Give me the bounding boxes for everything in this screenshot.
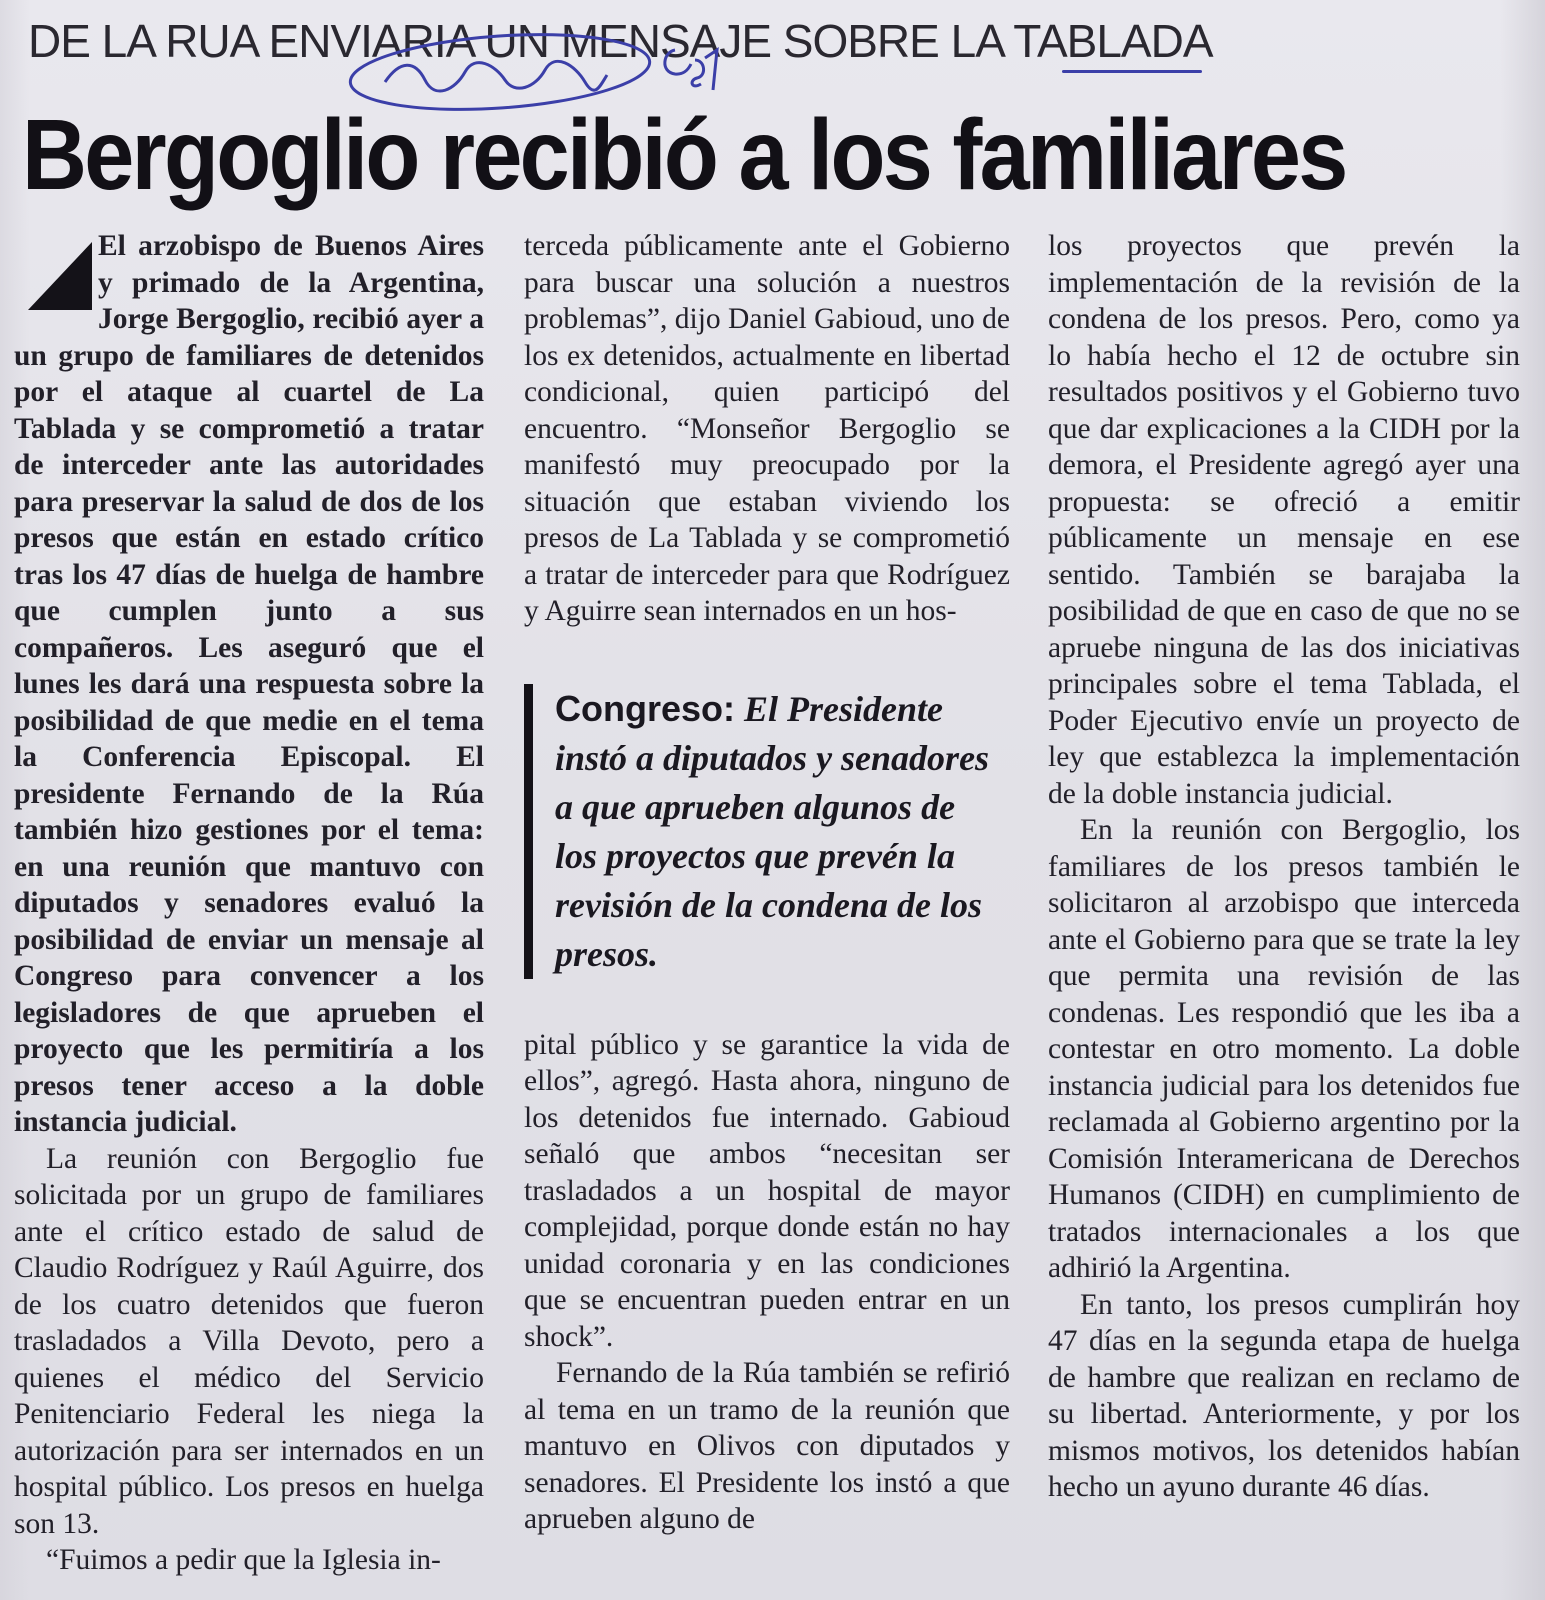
column-1 bbox=[14, 228, 484, 1579]
body-paragraph: En tanto, los presos cumplirán hoy 47 días en la segunda etapa de huelga de hambre que realizan en reclamo de su libertad. Anteriormente, y por los mismos motivos, los detenidos habían hecho un ayuno durante 46 días. bbox=[1048, 1288, 1520, 1503]
pull-quote-text: El Presidente instó a diputados y senadores a que aprueben algunos de los proyectos que prevén la revisión de la condena de los presos. bbox=[555, 688, 990, 974]
pull-quote-label: Congreso: bbox=[555, 687, 735, 729]
column-2 bbox=[524, 228, 1010, 1538]
body-paragraph: En la reunión con Bergoglio, los familiares de los presos también le solicitaron al arzobispo que interceda ante el Gobierno para que se trate la ley que permita una revisión de las condenas. Les respondió que les iba a contestar en otro momento. La doble instancia judicial para los detenidos fue reclamada al Gobierno argentino por la Comisión Interamericana de Derechos Humanos (CIDH) en cumplimiento de tratados internacionales a los que adhirió la Argentina. bbox=[1048, 814, 1520, 1284]
body-paragraph: “Fuimos a pedir que la Iglesia in- bbox=[46, 1544, 441, 1576]
pen-underline-mark bbox=[1062, 70, 1202, 73]
article-headline: Bergoglio recibió a los familiares bbox=[22, 99, 1346, 211]
lead-paragraph: El arzobispo de Buenos Aires y primado de la Argentina, Jorge Bergoglio, recibió ayer a un grupo de familiares de detenidos por el ataque al cuartel de La Tablada y se comprometió a tratar de interceder ante las autoridades para preservar la salud de dos de los presos que están en estado crítico tras los 47 días de huelga de hambre que cumplen junto a sus compañeros. Les aseguró que el lunes les dará una respuesta sobre la posibilidad de que medie en el tema la Conferencia Episcopal. El presidente Fernando de la Rúa también hizo gestiones por el tema: en una reunión que mantuvo con diputados y senadores evaluó la posibilidad de enviar un mensaje al Congreso para convencer a los legisladores de que aprueben el proyecto que les permitiría a los presos tener acceso a la doble instancia judicial. bbox=[14, 230, 484, 1138]
body-paragraph: pital público y se garantice la vida de ellos”, agregó. Hasta ahora, ninguno de los detenidos fue internado. Gabioud señaló que ambos “necesitan ser trasladados a un hospital de mayor complejidad, porque donde están no hay unidad coronaria y en las condiciones que se encuentran pueden entrar en un shock”. bbox=[524, 1028, 1010, 1353]
body-paragraph: los proyectos que prevén la implementación de la revisión de la condena de los presos. Pero, como ya lo había hecho el 12 de octubre sin resultados positivos y el Gobierno tuvo que dar explicaciones a la CIDH por la demora, el Presidente agregó ayer una propuesta: se ofreció a emitir públicamente un mensaje en ese sentido. También se barajaba la posibilidad de que en caso de que no se apruebe ninguna de las dos iniciativas principales sobre el tema Tablada, el Poder Ejecutivo envíe un proyecto de ley que establezca la implementación de la doble instancia judicial. bbox=[1048, 230, 1520, 810]
column-3 bbox=[1048, 228, 1520, 1506]
article-kicker: DE LA RUA ENVIARIA UN MENSAJE SOBRE LA TABLADA bbox=[28, 15, 1213, 67]
pull-quote bbox=[524, 684, 995, 979]
body-paragraph: Fernando de la Rúa también se refirió al tema en un tramo de la reunión que mantuvo en Olivos con diputados y senadores. El Presidente los instó a que aprueben alguno de bbox=[524, 1357, 1010, 1535]
body-paragraph: terceda públicamente ante el Gobierno para buscar una solución a nuestros problemas”, dijo Daniel Gabioud, uno de los ex detenidos, actualmente en libertad condicional, quien participó del encuentro. “Monseñor Bergoglio se manifestó muy preocupado por la situación que estaban viviendo los presos de La Tablada y se comprometió a tratar de interceder para que Rodríguez y Aguirre sean internados en un hos- bbox=[524, 230, 1010, 627]
body-paragraph: La reunión con Bergoglio fue solicitada por un grupo de familiares ante el crítico estado de salud de Claudio Rodríguez y Raúl Aguirre, dos de los cuatro detenidos que fueron trasladados a Villa Devoto, pero a quienes el médico del Servicio Penitenciario Federal les niega la autorización para ser internados en un hospital público. Los presos en huelga son 13. bbox=[14, 1142, 484, 1540]
